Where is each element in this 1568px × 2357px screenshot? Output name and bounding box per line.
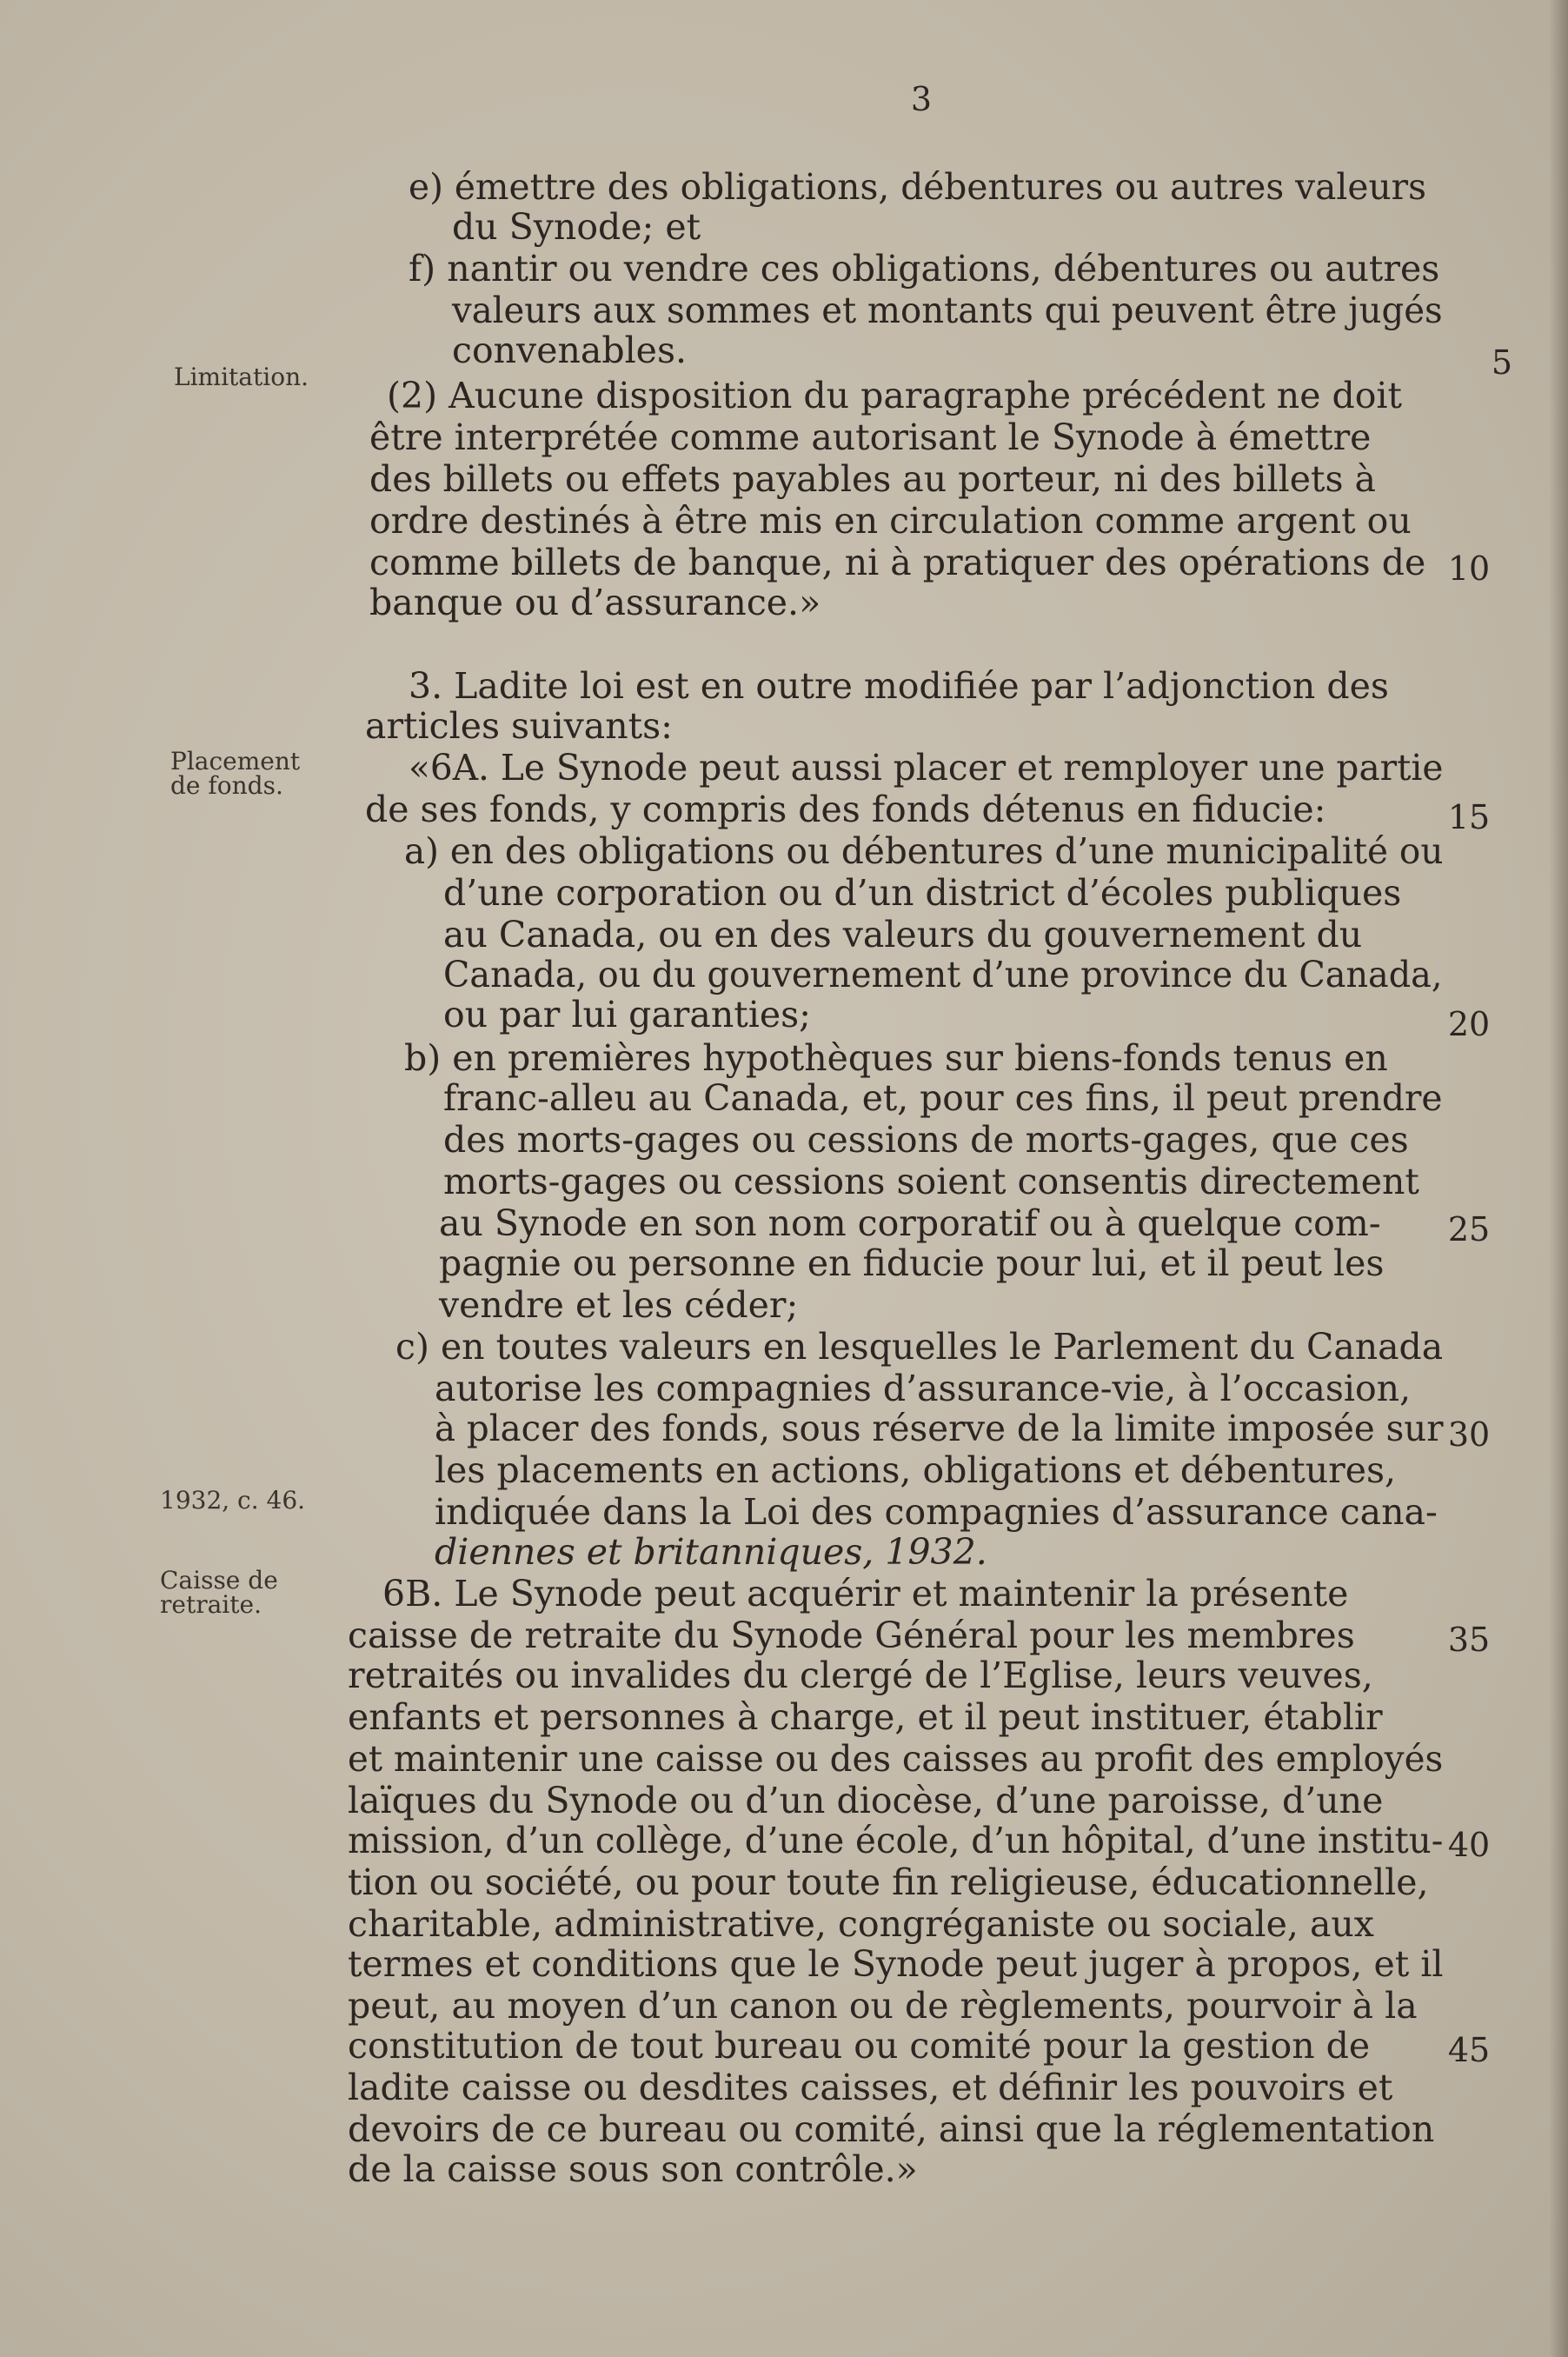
text-line: articles suivants: xyxy=(365,705,673,747)
line-number: 25 xyxy=(1447,1210,1491,1248)
line-number: 15 xyxy=(1447,798,1491,836)
page-edge-shadow xyxy=(1549,0,1568,2357)
margin-note-placement: Placement xyxy=(170,747,301,776)
text-line: c) en toutes valeurs en lesquelles le Parlement du Canada xyxy=(395,1326,1444,1368)
margin-note-caisse: Caisse de xyxy=(160,1566,278,1595)
text-line: convenables. xyxy=(452,330,688,371)
margin-note-citation: 1932, c. 46. xyxy=(160,1486,306,1515)
text-line: comme billets de banque, ni à pratiquer des opérations de xyxy=(369,542,1426,583)
text-line: diennes et britanniques, 1932. xyxy=(435,1531,987,1573)
text-line: mission, d’un collège, d’une école, d’un hôpital, d’une institu- xyxy=(348,1820,1444,1861)
text-line: ou par lui garanties; xyxy=(443,994,811,1035)
text-line: de ses fonds, y compris des fonds détenus en fiducie: xyxy=(365,789,1326,830)
text-line: f) nantir ou vendre ces obligations, débentures ou autres xyxy=(409,248,1440,290)
line-number: 45 xyxy=(1447,2031,1491,2069)
text-line: ladite caisse ou desdites caisses, et définir les pouvoirs et xyxy=(348,2067,1393,2108)
text-line: vendre et les céder; xyxy=(439,1284,799,1326)
text-line: b) en premières hypothèques sur biens-fonds tenus en xyxy=(404,1037,1388,1079)
text-line: morts-gages ou cessions soient consentis directement xyxy=(443,1161,1419,1202)
text-line: à placer des fonds, sous réserve de la limite imposée sur xyxy=(435,1408,1444,1449)
text-line: laïques du Synode ou d’un diocèse, d’une paroisse, d’une xyxy=(348,1780,1384,1821)
text-line: Canada, ou du gouvernement d’une province du Canada, xyxy=(443,954,1443,995)
line-number: 30 xyxy=(1447,1415,1491,1454)
text-line: termes et conditions que le Synode peut juger à propos, et il xyxy=(348,1943,1444,1985)
text-line: être interprétée comme autorisant le Synode à émettre xyxy=(369,416,1372,458)
text-line: ordre destinés à être mis en circulation comme argent ou xyxy=(369,500,1412,542)
text-line: «6A. Le Synode peut aussi placer et remployer une partie xyxy=(409,747,1444,789)
text-line: des billets ou effets payables au porteur, ni des billets à xyxy=(369,458,1376,500)
text-line: retraités ou invalides du clergé de l’Eglise, leurs veuves, xyxy=(348,1655,1373,1696)
text-line: d’une corporation ou d’un district d’écoles publiques xyxy=(443,872,1402,914)
text-line: constitution de tout bureau ou comité pour la gestion de xyxy=(348,2025,1371,2067)
line-number: 10 xyxy=(1447,549,1491,588)
text-line: du Synode; et xyxy=(452,206,701,248)
text-line: 3. Ladite loi est en outre modifiée par l’adjonction des xyxy=(409,665,1389,707)
text-line: charitable, administrative, congréganiste ou sociale, aux xyxy=(348,1903,1374,1945)
text-line: a) en des obligations ou débentures d’une municipalité ou xyxy=(404,830,1444,872)
text-line: pagnie ou personne en fiducie pour lui, et il peut les xyxy=(439,1242,1385,1284)
line-number: 35 xyxy=(1447,1621,1491,1659)
margin-note-placement-2: de fonds. xyxy=(170,771,283,800)
margin-note-caisse-2: retraite. xyxy=(160,1590,262,1619)
line-number: 5 xyxy=(1491,343,1513,382)
text-line: e) émettre des obligations, débentures ou autres valeurs xyxy=(409,166,1426,208)
line-number: 40 xyxy=(1447,1826,1491,1864)
text-line: valeurs aux sommes et montants qui peuvent être jugés xyxy=(452,290,1443,331)
text-line: enfants et personnes à charge, et il peut instituer, établir xyxy=(348,1696,1383,1738)
text-line: tion ou société, ou pour toute fin religieuse, éducationnelle, xyxy=(348,1861,1429,1903)
text-line: caisse de retraite du Synode Général pour les membres xyxy=(348,1615,1355,1656)
page-number: 3 xyxy=(910,80,933,118)
text-line: de la caisse sous son contrôle.» xyxy=(348,2148,918,2190)
margin-note-limitation: Limitation. xyxy=(174,363,309,391)
text-line: et maintenir une caisse ou des caisses au profit des employés xyxy=(348,1738,1444,1780)
text-line: peut, au moyen d’un canon ou de règlements, pourvoir à la xyxy=(348,1985,1418,2027)
text-line: autorise les compagnies d’assurance-vie, à l’occasion, xyxy=(435,1368,1412,1409)
text-line: banque ou d’assurance.» xyxy=(369,582,821,623)
text-line: (2) Aucune disposition du paragraphe précédent ne doit xyxy=(387,375,1403,416)
text-line: les placements en actions, obligations et débentures, xyxy=(435,1449,1397,1491)
text-line: devoirs de ce bureau ou comité, ainsi que la réglementation xyxy=(348,2108,1435,2150)
text-line: au Canada, ou en des valeurs du gouvernement du xyxy=(443,914,1363,955)
text-line: des morts-gages ou cessions de morts-gages, que ces xyxy=(443,1119,1409,1161)
text-line: indiquée dans la Loi des compagnies d’assurance cana- xyxy=(435,1491,1438,1533)
text-line: franc-alleu au Canada, et, pour ces fins, il peut prendre xyxy=(443,1077,1443,1119)
line-number: 20 xyxy=(1447,1005,1491,1043)
text-line: au Synode en son nom corporatif ou à quelque com- xyxy=(439,1202,1381,1244)
text-line: 6B. Le Synode peut acquérir et maintenir la présente xyxy=(382,1573,1349,1615)
